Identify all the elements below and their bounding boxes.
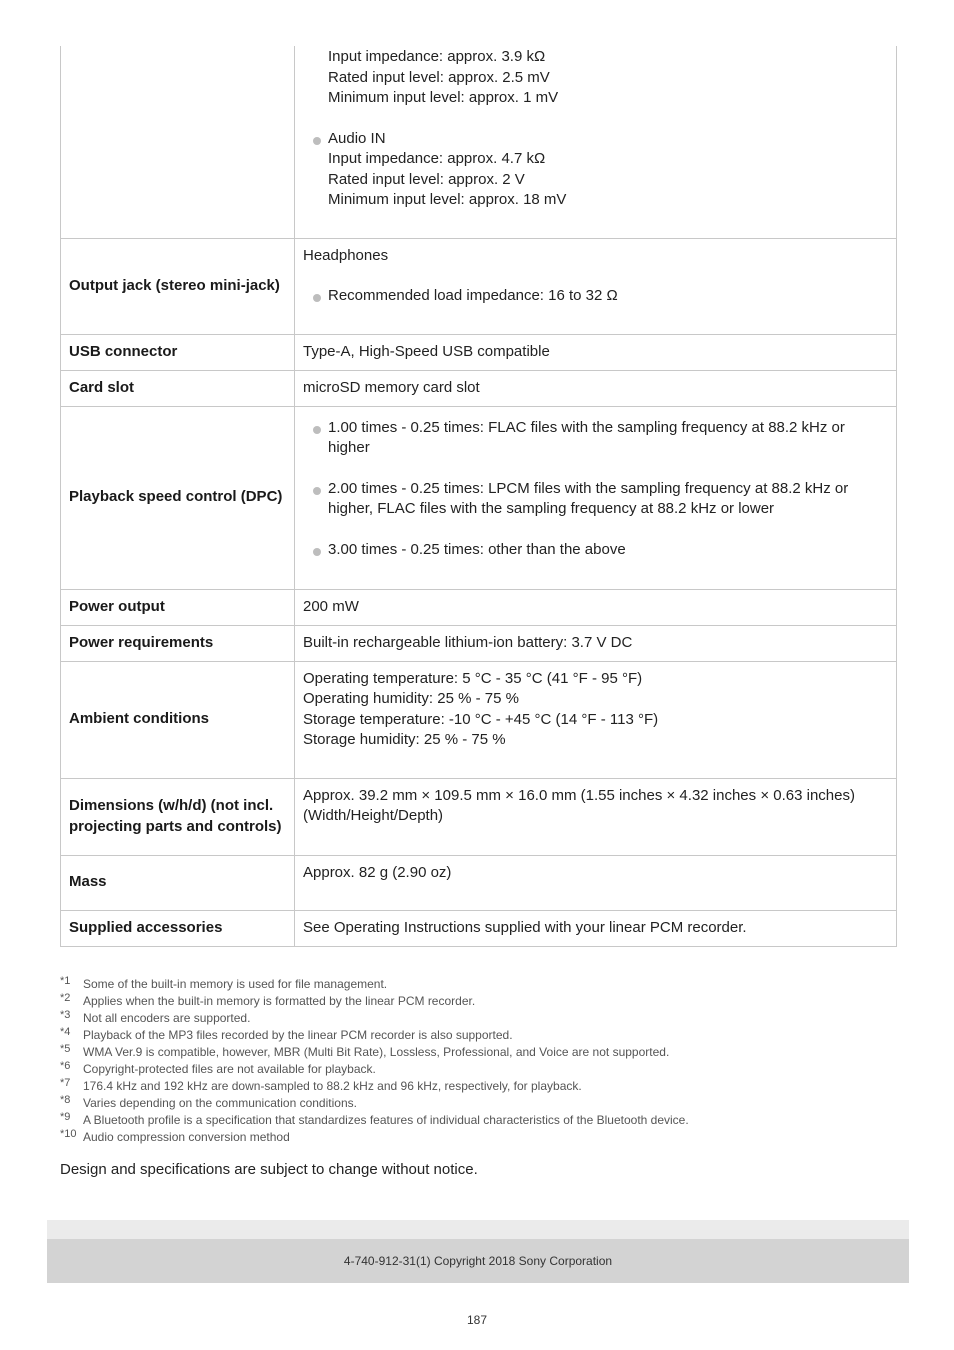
spec-line: Storage temperature: -10 °C - +45 °C (14 °F - 113 °F) bbox=[303, 710, 659, 728]
bullet-item bbox=[303, 540, 888, 561]
footnote bbox=[60, 1095, 900, 1112]
spec-line: Operating humidity: 25 % - 75 % bbox=[303, 690, 519, 707]
spec-value bbox=[295, 661, 897, 778]
spec-row-ambient-conditions bbox=[61, 661, 897, 778]
footnote-mark: *3 bbox=[60, 1009, 71, 1021]
bullet-icon bbox=[313, 548, 321, 556]
footnote-mark: *9 bbox=[60, 1111, 71, 1123]
footnote-text: Copyright-protected files are not available for playback. bbox=[83, 1062, 376, 1076]
footnote-mark: *4 bbox=[60, 1026, 71, 1038]
footer-top-band bbox=[47, 1220, 909, 1239]
spec-row-input-continued bbox=[61, 46, 897, 238]
footnote-text: WMA Ver.9 is compatible, however, MBR (Multi Bit Rate), Lossless, Professional, and Voice are not supported. bbox=[83, 1045, 670, 1059]
spec-value bbox=[295, 238, 897, 334]
spec-label: Mass bbox=[61, 855, 295, 910]
spec-line: Input impedance: approx. 3.9 kΩ bbox=[328, 48, 546, 65]
spec-label: Dimensions (w/h/d) (not incl. projecting parts and controls) bbox=[61, 778, 295, 855]
bullet-item bbox=[303, 129, 888, 211]
footnote bbox=[60, 976, 900, 993]
spec-value: microSD memory card slot bbox=[295, 370, 897, 406]
spec-value bbox=[295, 406, 897, 589]
bullet-item bbox=[303, 418, 888, 459]
footnote bbox=[60, 1061, 900, 1078]
footnote bbox=[60, 1078, 900, 1095]
footnote bbox=[60, 993, 900, 1010]
footer-bar bbox=[47, 1239, 909, 1283]
bullet-icon bbox=[313, 487, 321, 495]
spec-label bbox=[61, 46, 295, 238]
bullet-text: 2.00 times - 0.25 times: LPCM files with the sampling frequency at 88.2 kHz or higher, FLAC files with the sampling frequency at 88.2 kHz or lower bbox=[328, 479, 849, 517]
spec-row-dimensions bbox=[61, 778, 897, 855]
spec-label: Ambient conditions bbox=[61, 661, 295, 778]
spec-row-mass bbox=[61, 855, 897, 910]
spec-line: Rated input level: approx. 2.5 mV bbox=[328, 68, 550, 86]
footnote bbox=[60, 1129, 900, 1146]
spec-value: Type-A, High-Speed USB compatible bbox=[295, 334, 897, 370]
spec-value bbox=[295, 46, 897, 238]
bullet-icon bbox=[313, 137, 321, 145]
bullet-text: 3.00 times - 0.25 times: other than the above bbox=[328, 540, 626, 558]
footnote-text: Playback of the MP3 files recorded by the linear PCM recorder is also supported. bbox=[83, 1028, 513, 1042]
footnote bbox=[60, 1010, 900, 1027]
footnote-mark: *2 bbox=[60, 992, 71, 1004]
footnote-mark: *7 bbox=[60, 1077, 71, 1089]
spec-value: Approx. 82 g (2.90 oz) bbox=[295, 855, 897, 910]
footnote-mark: *5 bbox=[60, 1043, 71, 1055]
footnote-mark: *8 bbox=[60, 1094, 71, 1106]
spec-label: Power requirements bbox=[61, 625, 295, 661]
bullet-icon bbox=[313, 426, 321, 434]
spec-line: Input impedance: approx. 4.7 kΩ bbox=[328, 150, 546, 167]
footnote-mark: *1 bbox=[60, 975, 71, 987]
footnote bbox=[60, 1112, 900, 1129]
spec-label: Playback speed control (DPC) bbox=[61, 406, 295, 589]
spec-line: Minimum input level: approx. 18 mV bbox=[328, 191, 567, 208]
spec-row-playback-speed bbox=[61, 406, 897, 589]
footnote-text: Applies when the built-in memory is formatted by the linear PCM recorder. bbox=[83, 994, 476, 1008]
spec-label: Supplied accessories bbox=[61, 910, 295, 946]
footnote-text: 176.4 kHz and 192 kHz are down-sampled to 88.2 kHz and 96 kHz, respectively, for playback. bbox=[83, 1079, 582, 1093]
bullet-text: Audio IN bbox=[328, 129, 386, 147]
footnote-text: Not all encoders are supported. bbox=[83, 1011, 251, 1025]
spec-row-power-requirements bbox=[61, 625, 897, 661]
spec-row-power-output bbox=[61, 589, 897, 625]
bullet-text: Recommended load impedance: 16 to 32 Ω bbox=[328, 287, 618, 304]
spec-line: Headphones bbox=[303, 246, 389, 264]
spec-row-output-jack bbox=[61, 238, 897, 334]
spec-value: 200 mW bbox=[295, 589, 897, 625]
spec-label: USB connector bbox=[61, 334, 295, 370]
bullet-item bbox=[303, 479, 888, 520]
footnote bbox=[60, 1044, 900, 1061]
footnote-text: Audio compression conversion method bbox=[83, 1130, 290, 1144]
footnotes bbox=[60, 976, 900, 1146]
footnote-mark: *10 bbox=[60, 1128, 77, 1140]
spec-row-card-slot bbox=[61, 370, 897, 406]
footnote-text: Varies depending on the communication conditions. bbox=[83, 1096, 357, 1110]
spec-line: Operating temperature: 5 °C - 35 °C (41 °F - 95 °F) bbox=[303, 669, 643, 687]
spec-line: Rated input level: approx. 2 V bbox=[328, 170, 525, 188]
spec-label: Card slot bbox=[61, 370, 295, 406]
spec-label: Power output bbox=[61, 589, 295, 625]
copyright-text: 4-740-912-31(1) Copyright 2018 Sony Corporation bbox=[343, 1254, 613, 1268]
spec-row-supplied-accessories bbox=[61, 910, 897, 946]
bullet-text: 1.00 times - 0.25 times: FLAC files with the sampling frequency at 88.2 kHz or higher bbox=[328, 418, 845, 456]
specifications-table bbox=[60, 46, 897, 947]
spec-line: Storage humidity: 25 % - 75 % bbox=[303, 731, 506, 748]
spec-value: Approx. 39.2 mm × 109.5 mm × 16.0 mm (1.55 inches × 4.32 inches × 0.63 inches) (Width/Height/Depth) bbox=[295, 778, 897, 855]
footnote-text: Some of the built-in memory is used for file management. bbox=[83, 977, 388, 991]
spec-value: See Operating Instructions supplied with your linear PCM recorder. bbox=[295, 910, 897, 946]
spec-value: Built-in rechargeable lithium-ion battery: 3.7 V DC bbox=[295, 625, 897, 661]
footnote-text: A Bluetooth profile is a specification that standardizes features of individual characteristics of the Bluetooth device. bbox=[83, 1113, 689, 1127]
bullet-item bbox=[303, 286, 888, 307]
spec-label: Output jack (stereo mini-jack) bbox=[61, 238, 295, 334]
change-notice: Design and specifications are subject to change without notice. bbox=[60, 1161, 478, 1178]
spec-row-usb-connector bbox=[61, 334, 897, 370]
page-number: 187 bbox=[466, 1313, 488, 1327]
footnote bbox=[60, 1027, 900, 1044]
spec-line: Minimum input level: approx. 1 mV bbox=[328, 89, 559, 106]
bullet-icon bbox=[313, 294, 321, 302]
footnote-mark: *6 bbox=[60, 1060, 71, 1072]
